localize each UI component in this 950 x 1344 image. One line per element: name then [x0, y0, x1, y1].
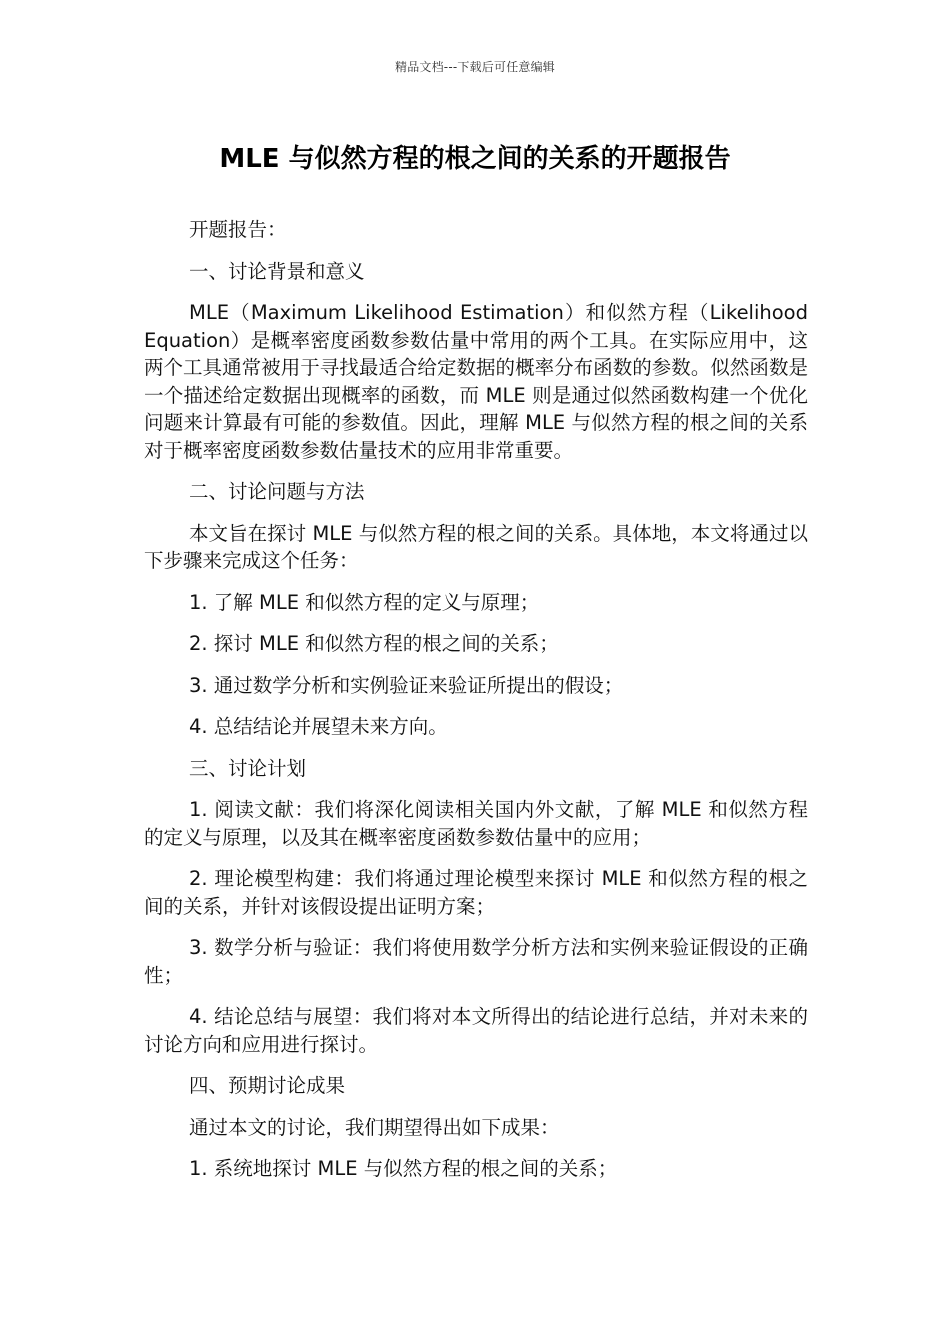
list-item: 1. 系统地探讨 MLE 与似然方程的根之间的关系；: [189, 1157, 618, 1180]
list-item: 3. 数学分析与验证：我们将使用数学分析方法和实例来验证假设的正确性；: [144, 936, 808, 987]
document-title: MLE 与似然方程的根之间的关系的开题报告: [219, 144, 731, 174]
document-body: [144, 216, 808, 1197]
paragraph-intro-label: 开题报告：: [189, 218, 287, 241]
list-item: 4. 总结结论并展望未来方向。: [189, 715, 448, 738]
list-item: 2. 探讨 MLE 和似然方程的根之间的关系；: [189, 632, 559, 655]
list-item: 4. 结论总结与展望：我们将对本文所得出的结论进行总结，并对未来的讨论方向和应用进行探讨。: [144, 1005, 808, 1056]
section-heading-methods: 二、讨论问题与方法: [189, 480, 365, 503]
paragraph-background: MLE（Maximum Likelihood Estimation）和似然方程（Likelihood Equation）是概率密度函数参数估量中常用的两个工具。在实际应用中，这两个工具通常被用于寻找最适合给定数据的概率分布函数的参数。似然函数是一个描述给定数据出现概率的函数，而 MLE 则是通过似然函数构建一个优化问题来计算最有可能的参数值。因此，理解 MLE 与似然方程的根之间的关系对于概率密度函数参数估量技术的应用非常重要。: [144, 301, 808, 462]
list-item: 3. 通过数学分析和实例验证来验证所提出的假设；: [189, 673, 624, 697]
list-item: 1. 阅读文献：我们将深化阅读相关国内外文献，了解 MLE 和似然方程的定义与原理，以及其在概率密度函数参数估量中的应用；: [144, 798, 808, 849]
paragraph-outcomes: 通过本文的讨论，我们期望得出如下成果：: [189, 1115, 560, 1139]
paragraph-methods: 本文旨在探讨 MLE 与似然方程的根之间的关系。具体地，本文将通过以下步骤来完成这个任务：: [144, 521, 808, 572]
list-item: 2. 理论模型构建：我们将通过理论模型来探讨 MLE 和似然方程的根之间的关系，并针对该假设提出证明方案；: [144, 867, 808, 918]
header-note: 精品文档---下载后可任意编辑: [395, 60, 555, 74]
section-heading-outcomes: 四、预期讨论成果: [189, 1074, 346, 1097]
section-heading-background: 一、讨论背景和意义: [189, 259, 365, 283]
list-item: 1. 了解 MLE 和似然方程的定义与原理；: [189, 590, 540, 614]
section-heading-plan: 三、讨论计划: [189, 756, 307, 780]
